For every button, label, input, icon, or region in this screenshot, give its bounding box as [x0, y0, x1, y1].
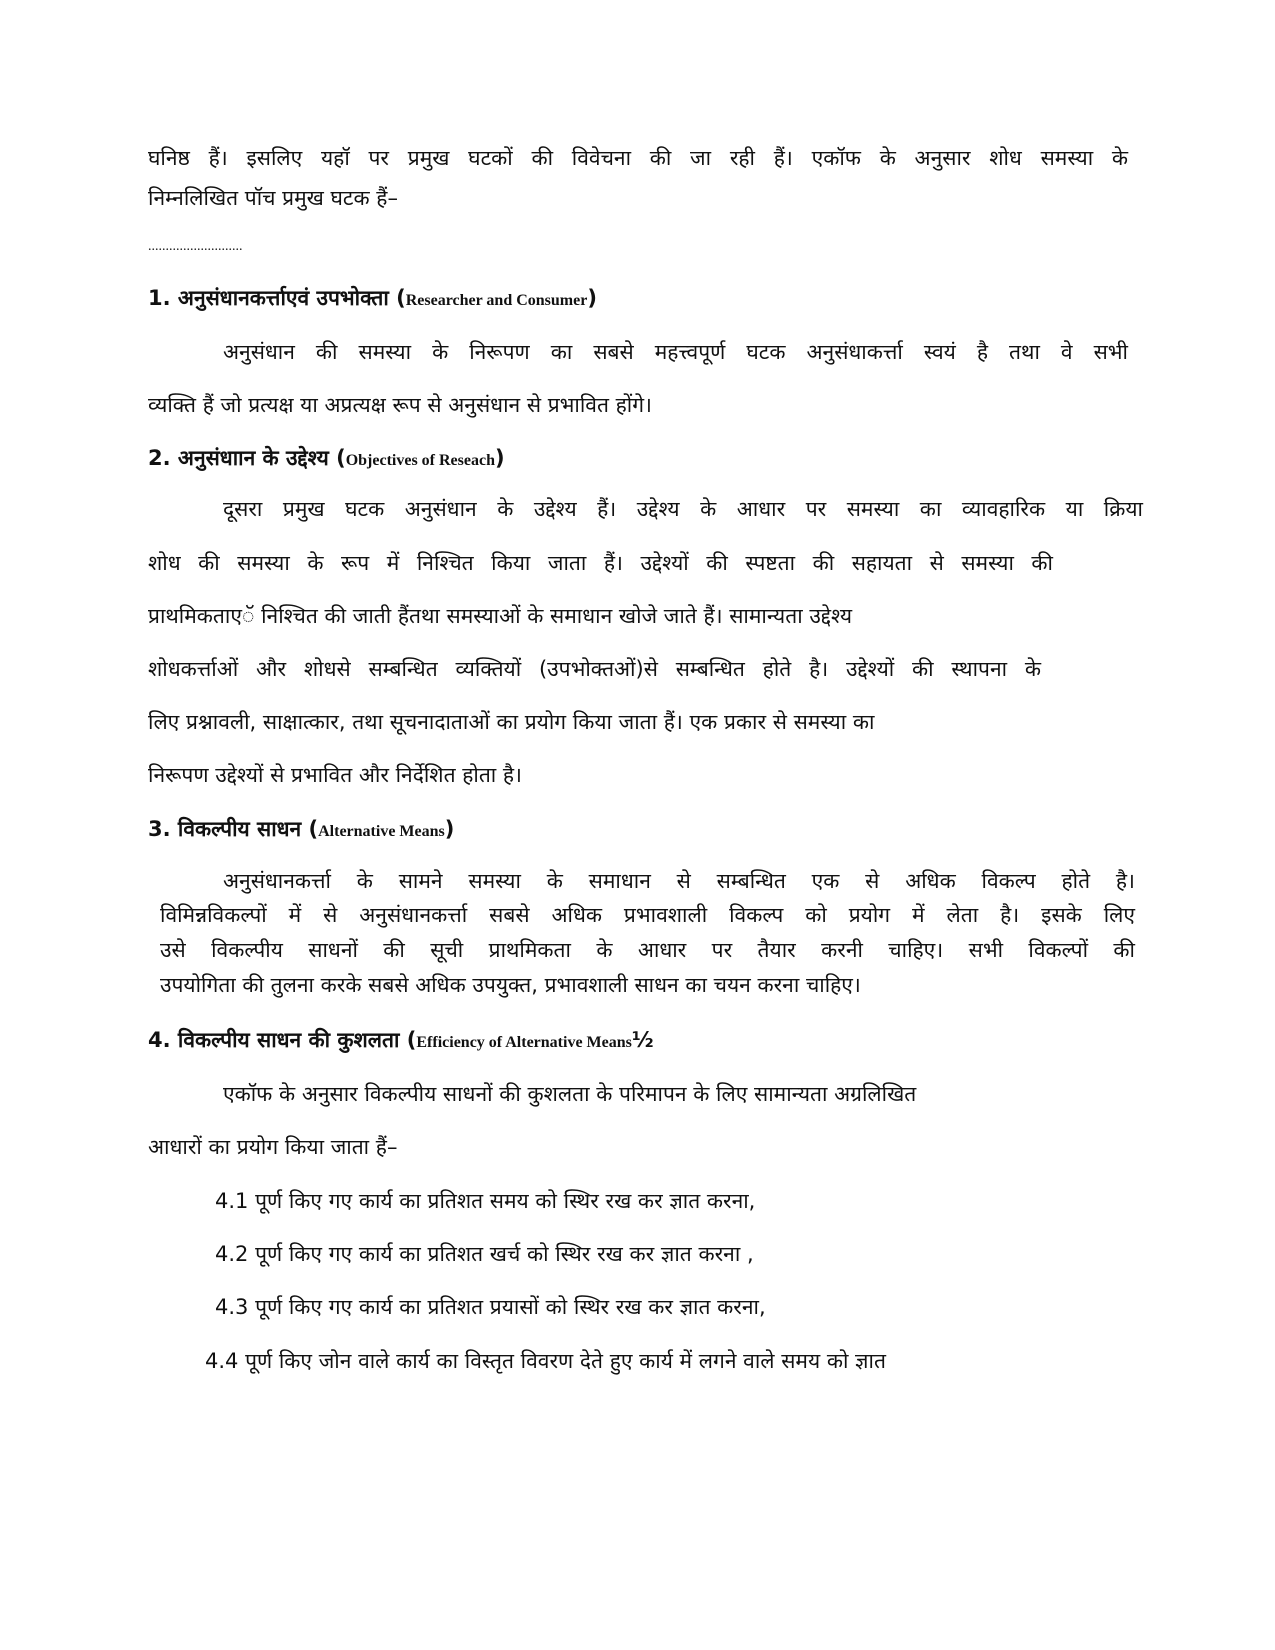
heading-3-hindi: 3. विकल्पीय साधन ( [148, 817, 319, 841]
heading-1 [148, 283, 1128, 316]
heading-2-hindi: 2. अनुसंधाान के उद्देश्य ( [148, 446, 346, 470]
text-line: एकॉफ के अनुसार विकल्पीय साधनों की कुशलता के परिमापन के लिए सामान्यता अग्रलिखित [223, 1082, 917, 1106]
heading-3 [148, 814, 1128, 847]
heading-4 [148, 1025, 1128, 1058]
heading-3-english: Alternative Means [318, 823, 445, 840]
heading-4-english: Efficiency of Alternative Means [416, 1034, 632, 1051]
text-line: शोध की समस्या के रूप में निश्चित किया जाता हैं। उद्देश्यों की स्पष्टता की सहायता से समस्या की [148, 551, 1053, 575]
heading-2 [148, 443, 1128, 476]
dotted-separator: ........................... [148, 239, 243, 254]
text-line: निरूपण उद्देश्यों से प्रभावित और निर्देशित होता है। [148, 763, 523, 787]
heading-2-close: ) [494, 446, 505, 470]
text-line: उपयोगिता की तुलना करके सबसे अधिक उपयुक्त, प्रभावशाली साधन का चयन करना चाहिए। [160, 973, 861, 997]
text-line: निम्नलिखित पॉच प्रमुख घटक हैं– [148, 186, 398, 210]
list-item-4-1: 4.1 पूर्ण किए गए कार्य का प्रतिशत समय को स्थिर रख कर ज्ञात करना, [215, 1189, 756, 1213]
text-line: लिए प्रश्नावली, साक्षात्कार, तथा सूचनादाताओं का प्रयोग किया जाता हैं। एक प्रकार से समस्या का [148, 710, 875, 734]
text-line: अनुसंधानकर्त्ता के सामने समस्या के समाधान से सम्बन्धित एक से अधिक विकल्प होते है। [223, 869, 1135, 893]
heading-3-close: ) [444, 817, 455, 841]
text-line: अनुसंधान की समस्या के निरूपण का सबसे महत्त्वपूर्ण घटक अनुसंधाकर्त्ता स्वयं है तथा वे सभी [223, 340, 1128, 364]
text-line: विमिन्नविकल्पों में से अनुसंधानकर्त्ता सबसे अधिक प्रभावशाली विकल्प को प्रयोग में लेता है। इसके लिए [160, 903, 1135, 927]
text-line: घनिष्ठ हैं। इसलिए यहॉ पर प्रमुख घटकों की विवेचना की जा रही हैं। एकॉफ के अनुसार शोध समस्या के [148, 146, 1128, 170]
text-line: प्राथमिकताएॅ निश्चित की जाती हैंतथा समस्याओं के समाधान खोजे जाते हैं। सामान्यता उद्देश्य [148, 604, 853, 628]
text-line: आधारों का प्रयोग किया जाता हैं– [148, 1135, 398, 1159]
heading-4-close: ½ [631, 1028, 654, 1052]
list-item-4-4: 4.4 पूर्ण किए जोन वाले कार्य का विस्तृत विवरण देते हुए कार्य में लगने वाले समय को ज्ञात [205, 1349, 886, 1373]
heading-1-hindi: 1. अनुसंधानकर्त्ताएवं उपभोक्ता ( [148, 286, 406, 310]
heading-4-hindi: 4. विकल्पीय साधन की कुशलता ( [148, 1028, 417, 1052]
heading-1-close: ) [587, 286, 597, 310]
list-item-4-3: 4.3 पूर्ण किए गए कार्य का प्रतिशत प्रयासों को स्थिर रख कर ज्ञात करना, [215, 1295, 766, 1319]
text-line: व्यक्ति हैं जो प्रत्यक्ष या अप्रत्यक्ष रूप से अनुसंधान से प्रभावित होंगे। [148, 393, 652, 417]
list-item-4-2: 4.2 पूर्ण किए गए कार्य का प्रतिशत खर्च को स्थिर रख कर ज्ञात करना , [215, 1242, 754, 1266]
text-line: शोधकर्त्ताओं और शोधसे सम्बन्धित व्यक्तियों (उपभोक्तओं)से सम्बन्धित होते है। उद्देश्यों की स्थापना के [148, 657, 1041, 681]
heading-2-english: Objectives of Reseach [345, 452, 495, 469]
text-line: दूसरा प्रमुख घटक अनुसंधान के उद्देश्य हैं। उद्देश्य के आधार पर समस्या का व्यावहारिक या क्रिया [223, 497, 1143, 521]
text-line: उसे विकल्पीय साधनों की सूची प्राथमिकता के आधार पर तैयार करनी चाहिए। सभी विकल्पों की [160, 938, 1135, 962]
heading-1-english: Researcher and Consumer [405, 292, 588, 309]
